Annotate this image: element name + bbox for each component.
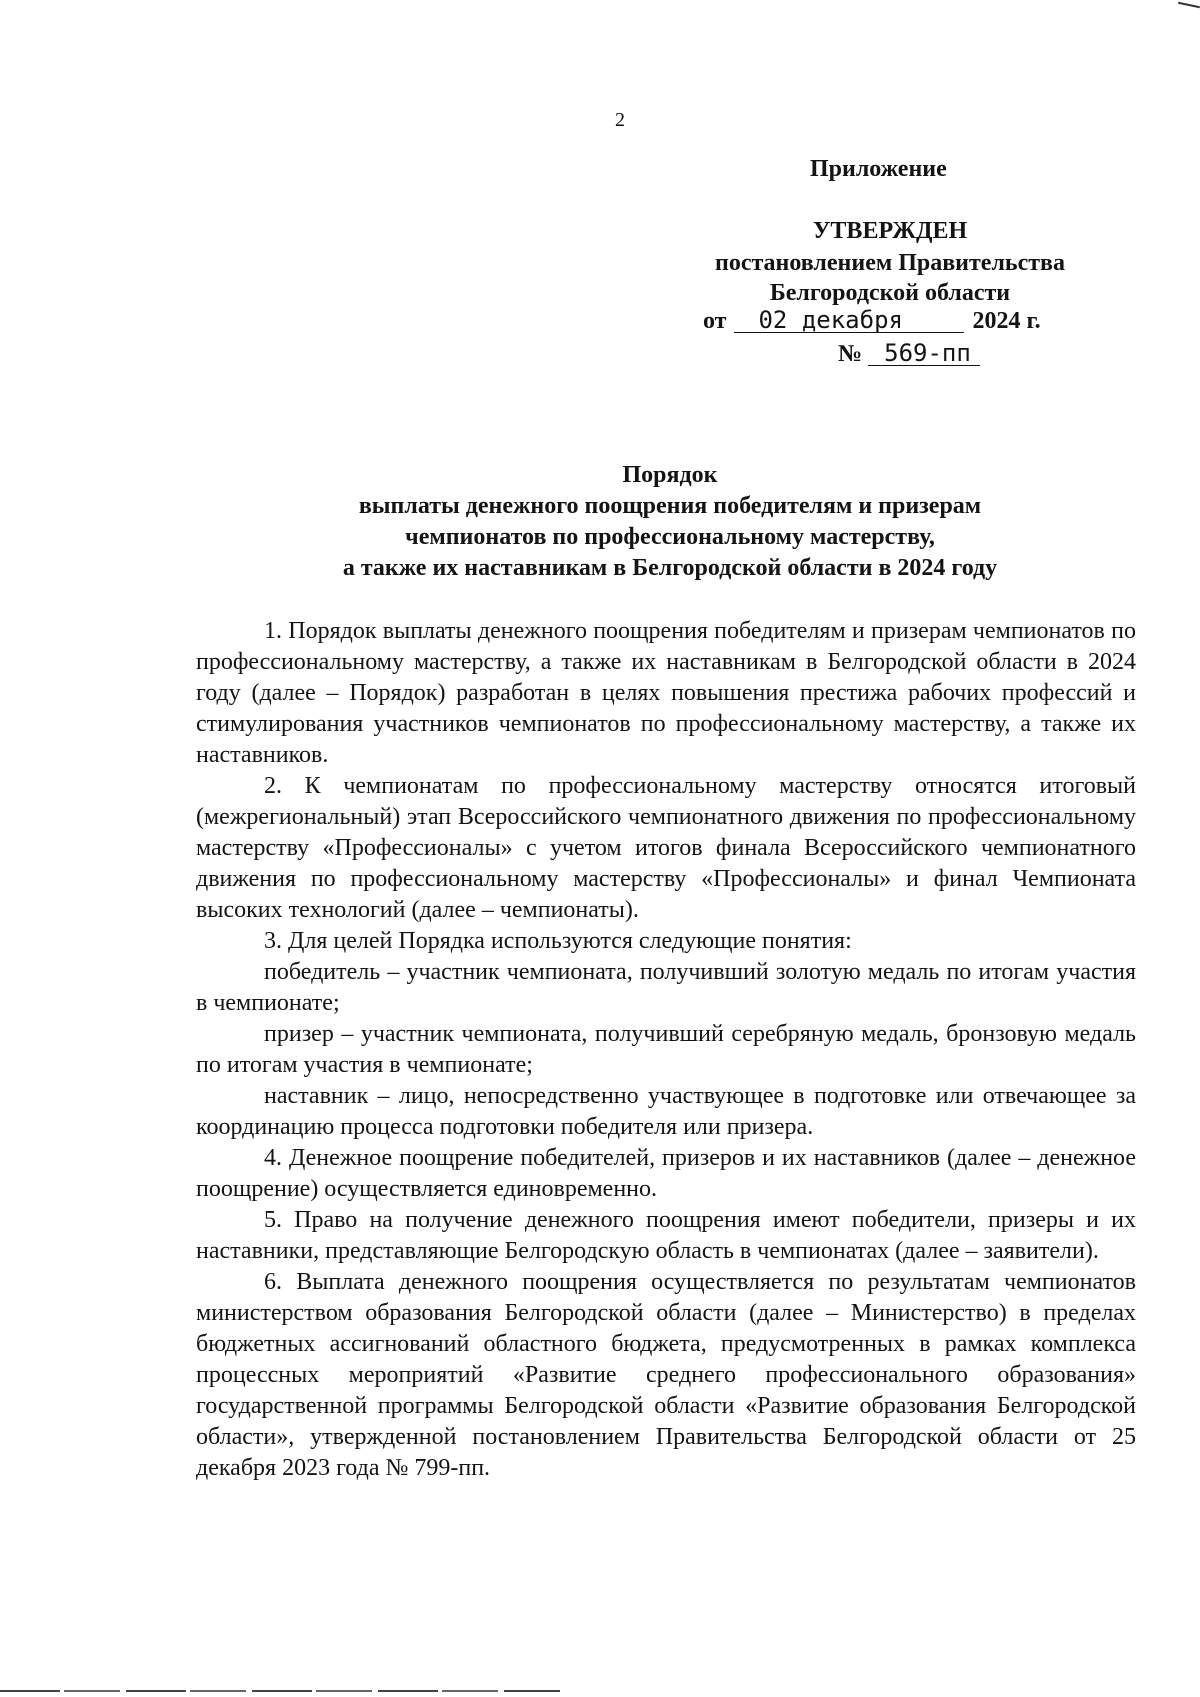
scan-bottom-rule: [0, 1690, 560, 1692]
paragraph-4: 4. Денежное поощрение победителей, призеров и их наставников (далее – денежное поощрение) осуществляется единовременно.: [196, 1145, 1136, 1202]
paragraph-3: 3. Для целей Порядка используются следующие понятия:: [264, 928, 852, 954]
title-line-1: Порядок: [622, 462, 718, 488]
title-line-4: а также их наставникам в Белгородской области в 2024 году: [342, 555, 998, 581]
title-line-2: выплаты денежного поощрения победителям и призерам: [358, 493, 982, 519]
definition-mentor: наставник – лицо, непосредственно участвующее в подготовке или отвечающее за координацию процесса подготовки победителя или призера.: [196, 1083, 1136, 1140]
paragraph-5: 5. Право на получение денежного поощрения имеют победители, призеры и их наставники, представляющие Белгородскую область в чемпионатах (далее – заявители).: [196, 1207, 1136, 1264]
date-value: 02 декабря: [758, 306, 903, 334]
paragraph-6: 6. Выплата денежного поощрения осуществляется по результатам чемпионатов министерством образования Белгородской области (далее – Министерство) в пределах бюджетных ассигнований областного бюджета, предусмотренных в рамках комплекса процессных мероприятий «Развитие среднего профессионального образования» государственной программы Белгородской области «Развитие образования Белгородской области», утвержденной постановлением Правительства Белгородской области от 25 декабря 2023 года № 799-пп.: [196, 1269, 1136, 1481]
title-line-3: чемпионатов по профессиональному мастерству,: [405, 524, 935, 550]
approved-heading: УТВЕРЖДЕН: [812, 218, 968, 244]
page-number: 2: [615, 109, 625, 131]
paragraph-1: 1. Порядок выплаты денежного поощрения победителям и призерам чемпионатов по профессиональному мастерству, а также их наставникам в Белгородской области в 2024 году (далее – Порядок) разработан в целях повышения престижа рабочих профессий и стимулирования участников чемпионатов по профессиональному мастерству, а также их наставников.: [196, 618, 1136, 768]
approval-line-1: постановлением Правительства: [714, 250, 1065, 276]
date-field: [734, 306, 964, 334]
date-prefix: от: [703, 308, 727, 334]
approval-line-2: Белгородской области: [769, 280, 1011, 306]
number-value: 569-пп: [884, 339, 971, 367]
scan-edge-mark: [1178, 2, 1200, 9]
approval-date-row: [703, 306, 1041, 336]
definition-winner: победитель – участник чемпионата, получивший золотую медаль по итогам участия в чемпионате;: [196, 959, 1136, 1016]
definition-prizewinner: призер – участник чемпионата, получивший серебряную медаль, бронзовую медаль по итогам участия в чемпионате;: [196, 1021, 1136, 1078]
appendix-label: Приложение: [810, 156, 947, 182]
number-prefix: №: [838, 341, 863, 367]
document-title: [230, 460, 1110, 584]
approval-number-row: [838, 339, 980, 369]
number-field: [868, 339, 980, 367]
paragraph-2: 2. К чемпионатам по профессиональному мастерству относятся итоговый (межрегиональный) этап Всероссийского чемпионатного движения по профессиональному мастерству «Профессионалы» с учетом итогов финала Всероссийского чемпионатного движения по профессиональному мастерству «Профессионалы» и финал Чемпионата высоких технологий (далее – чемпионаты).: [196, 773, 1136, 923]
document-body: [196, 616, 1136, 1484]
date-year: 2024 г.: [972, 308, 1041, 334]
approval-block: [690, 216, 1090, 308]
